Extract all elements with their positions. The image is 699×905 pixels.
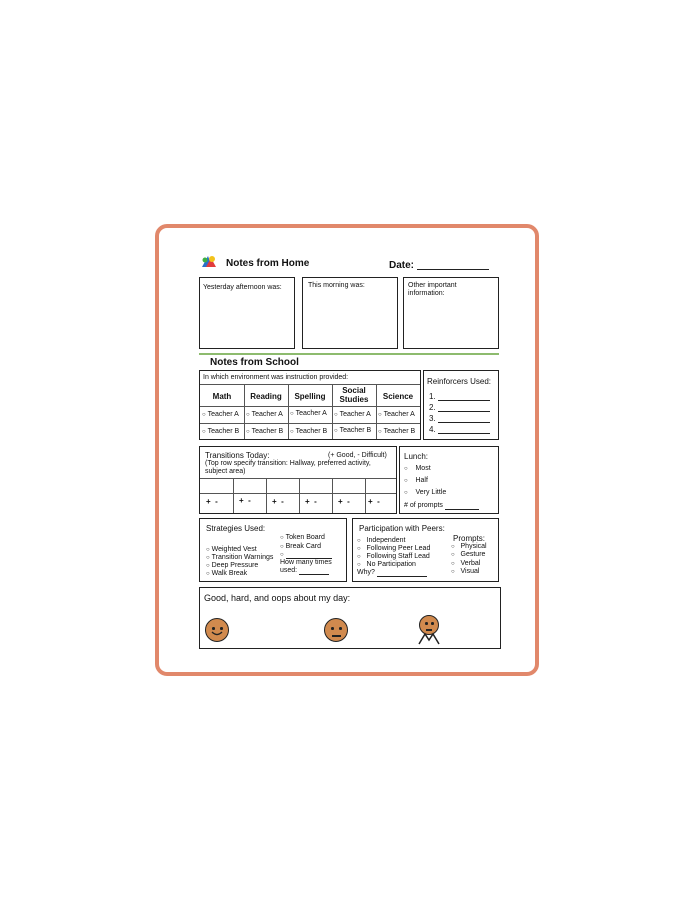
lunch-half[interactable]: ○ Half: [404, 477, 428, 485]
peer-why[interactable]: Why?: [357, 569, 427, 577]
reading-teacher-b[interactable]: ○ Teacher B: [246, 428, 286, 436]
peer-following-staff[interactable]: ○ Following Staff Lead: [357, 553, 430, 561]
oops-hands-icon: [416, 632, 442, 646]
reinforcers-box: [423, 370, 499, 440]
transitions-box: [199, 446, 397, 514]
peer-following-peer[interactable]: ○ Following Peer Lead: [357, 545, 430, 553]
reinforcer-1[interactable]: 1.: [429, 392, 490, 401]
math-teacher-b[interactable]: ○ Teacher B: [202, 428, 239, 436]
reinforcers-title: Reinforcers Used:: [427, 377, 492, 386]
strategy-weighted-vest[interactable]: ○ Weighted Vest: [206, 546, 257, 554]
school-title: Notes from School: [210, 357, 299, 368]
peer-no-participation[interactable]: ○ No Participation: [357, 561, 416, 569]
prompts-title: Prompts:: [453, 534, 486, 543]
transition-3-rating[interactable]: + -: [272, 497, 284, 506]
strategy-transition-warnings[interactable]: ○ Transition Warnings: [206, 554, 273, 562]
strategy-walk-break[interactable]: ○ Walk Break: [206, 570, 247, 578]
day-box: [199, 587, 501, 649]
transition-2-rating[interactable]: + -: [239, 496, 251, 505]
spelling-teacher-a[interactable]: ○ Teacher A: [290, 410, 327, 418]
peers-title: Participation with Peers:: [359, 524, 445, 533]
colorful-logo-icon: [200, 253, 218, 269]
prompt-gesture[interactable]: ○ Gesture: [451, 551, 485, 559]
transition-1-rating[interactable]: + -: [206, 497, 218, 506]
transition-5-rating[interactable]: + -: [338, 497, 350, 506]
strategies-box: [199, 518, 347, 582]
env-question: In which environment was instruction provided:: [203, 374, 349, 381]
prompt-visual[interactable]: ○ Visual: [451, 568, 479, 576]
strategy-break-card[interactable]: ○ Break Card: [280, 543, 321, 551]
date-field[interactable]: [417, 259, 489, 270]
subject-reading: Reading: [250, 392, 282, 401]
transitions-title: Transitions Today:: [205, 451, 270, 460]
math-teacher-a[interactable]: ○ Teacher A: [202, 411, 239, 419]
strategy-deep-pressure[interactable]: ○ Deep Pressure: [206, 562, 258, 570]
reinforcer-3[interactable]: 3.: [429, 414, 490, 423]
section-divider: [199, 353, 499, 355]
happy-face-icon[interactable]: [205, 618, 229, 642]
peer-independent[interactable]: ○ Independent: [357, 537, 405, 545]
lunch-most[interactable]: ○ Most: [404, 465, 431, 473]
transitions-legend: (+ Good, - Difficult): [328, 452, 387, 459]
lunch-very-little[interactable]: ○ Very Little: [404, 489, 446, 497]
this-morning-box[interactable]: [302, 277, 398, 349]
social-teacher-b[interactable]: ○ Teacher B: [334, 427, 371, 435]
science-teacher-a[interactable]: ○ Teacher A: [378, 411, 415, 419]
strategy-how-many[interactable]: How many times used:: [280, 559, 332, 574]
peers-box: [352, 518, 499, 582]
reinforcer-4[interactable]: 4.: [429, 425, 490, 434]
lunch-box: [399, 446, 499, 514]
prompt-verbal[interactable]: ○ Verbal: [451, 560, 480, 568]
day-title: Good, hard, and oops about my day:: [204, 593, 351, 603]
subject-science: Science: [382, 392, 414, 401]
spelling-teacher-b[interactable]: ○ Teacher B: [290, 428, 330, 436]
lunch-title: Lunch:: [404, 452, 429, 461]
prompt-physical[interactable]: ○ Physical: [451, 543, 487, 551]
this-morning-label: This morning was:: [308, 282, 365, 289]
neutral-face-icon[interactable]: [324, 618, 348, 642]
transition-6-rating[interactable]: + -: [368, 497, 380, 506]
transitions-note: (Top row specify transition: Hallway, preferred activity, subject area): [205, 460, 371, 475]
instruction-table: [199, 370, 421, 440]
transition-4-rating[interactable]: + -: [305, 497, 317, 506]
strategies-title: Strategies Used:: [206, 524, 266, 533]
lunch-prompts[interactable]: # of prompts: [404, 502, 479, 510]
reading-teacher-a[interactable]: ○ Teacher A: [246, 411, 283, 419]
home-title: Notes from Home: [226, 258, 310, 269]
social-teacher-a[interactable]: ○ Teacher A: [334, 411, 371, 419]
strategy-other[interactable]: [280, 551, 332, 559]
subject-math: Math: [212, 392, 232, 401]
subject-social-studies: Social Studies: [339, 386, 369, 404]
date-label: Date:: [389, 260, 415, 271]
yesterday-afternoon-box[interactable]: [199, 277, 295, 349]
other-info-box[interactable]: [403, 277, 499, 349]
yesterday-afternoon-label: Yesterday afternoon was:: [203, 284, 282, 291]
subject-spelling: Spelling: [294, 392, 326, 401]
science-teacher-b[interactable]: ○ Teacher B: [378, 428, 415, 436]
strategy-token-board[interactable]: ○ Token Board: [280, 534, 325, 542]
other-info-label: Other important information:: [408, 282, 457, 297]
reinforcer-2[interactable]: 2.: [429, 403, 490, 412]
